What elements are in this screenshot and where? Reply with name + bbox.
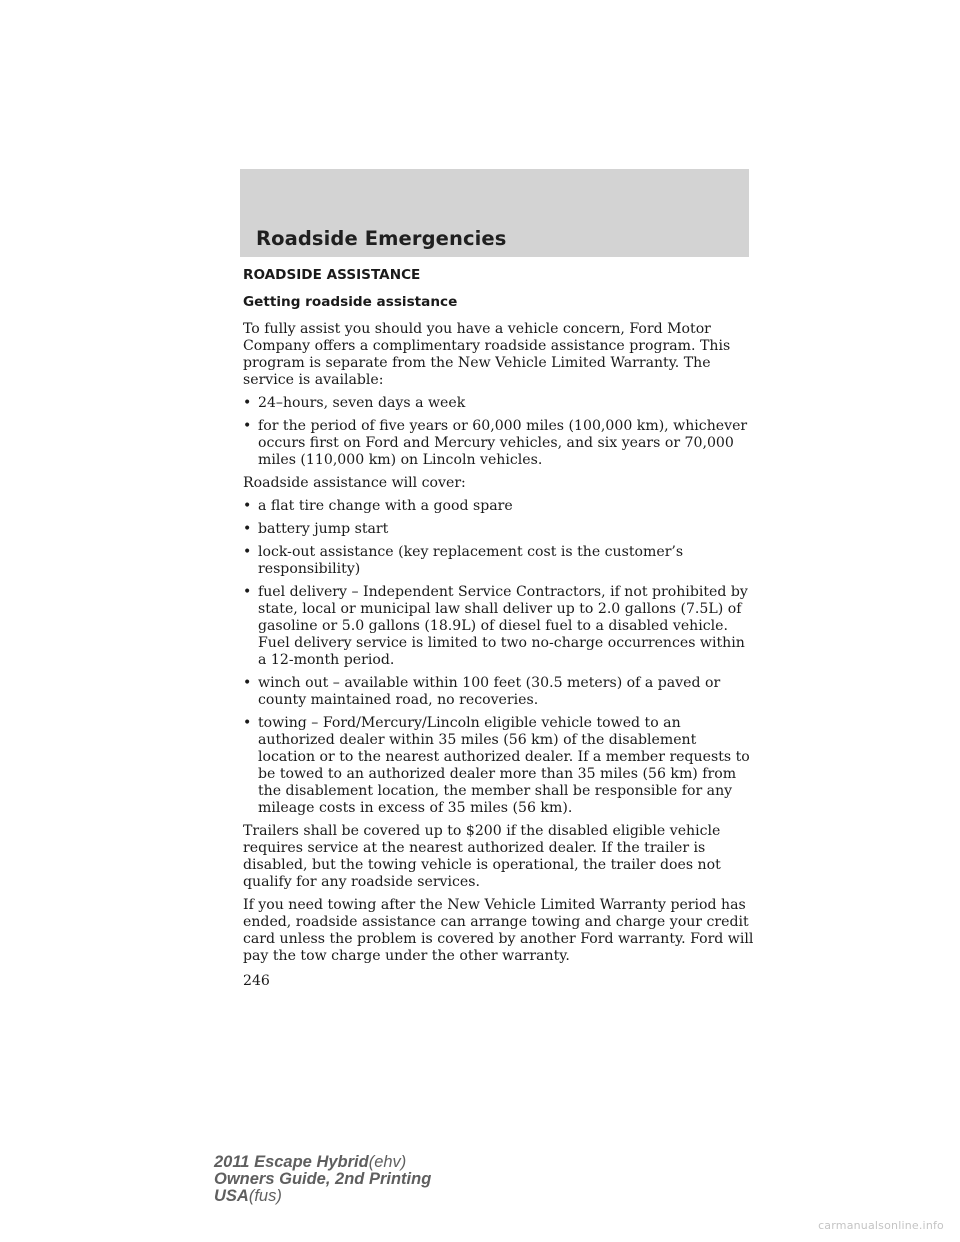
towing-paragraph: If you need towing after the New Vehicle Limited Warranty period has ended, roadside assistance can arrange towing and charge your credit card unless the problem is covered by another Ford warranty. Ford will pay the tow charge under the other warranty. [243,897,754,964]
list-item [243,544,755,578]
availability-list [243,395,755,469]
coverage-list [243,498,755,817]
list-item [243,521,755,538]
footer-line-3 [214,1188,431,1205]
bullet-icon: • [243,521,252,537]
section-title: ROADSIDE ASSISTANCE [243,267,421,283]
list-item [243,395,755,412]
list-item [243,498,755,515]
list-item-text: a flat tire change with a good spare [258,498,513,514]
list-item-text: battery jump start [258,521,389,537]
footer-model: 2011 Escape Hybrid [214,1153,369,1171]
bullet-icon: • [243,498,252,514]
footer-market-code: (fus) [248,1187,282,1205]
page-number: 246 [243,973,270,989]
list-item-text: winch out – available within 100 feet (30.5 meters) of a paved or county maintained road, no recoveries. [258,675,721,708]
list-item [243,715,755,817]
coverage-intro: Roadside assistance will cover: [243,475,466,491]
bullet-icon: • [243,715,252,731]
document-footer [214,1154,431,1205]
footer-market: USA [214,1187,249,1205]
list-item [243,675,755,709]
section-header-title: Roadside Emergencies [256,227,507,250]
bullet-icon: • [243,584,252,600]
section-header-band [240,169,749,257]
list-item [243,584,755,669]
footer-model-code: (ehv) [368,1153,407,1171]
list-item-text: for the period of five years or 60,000 miles (100,000 km), whichever occurs first on Ford and Mercury vehicles, and six years or 70,000 miles (110,000 km) on Lincoln vehicles. [258,418,748,468]
list-item [243,418,755,469]
subsection-title: Getting roadside assistance [243,294,458,310]
page-content [243,267,755,990]
trailers-paragraph: Trailers shall be covered up to $200 if the disabled eligible vehicle requires service at the nearest authorized dealer. If the trailer is disabled, but the towing vehicle is operational, the trailer does not qualify for any roadside services. [243,823,721,890]
bullet-icon: • [243,675,252,691]
list-item-text: fuel delivery – Independent Service Contractors, if not prohibited by state, local or municipal law shall deliver up to 2.0 gallons (7.5L) of gasoline or 5.0 gallons (18.9L) of diesel fuel to a disabled vehicle. Fuel delivery service is limited to two no-charge occurrences within a 12-month period. [258,584,748,668]
footer-line-1 [214,1154,431,1171]
intro-paragraph: To fully assist you should you have a vehicle concern, Ford Motor Company offers a complimentary roadside assistance program. This program is separate from the New Vehicle Limited Warranty. The service is available: [243,321,731,388]
site-watermark: carmanualsonline.info [818,1219,944,1232]
footer-line-2: Owners Guide, 2nd Printing [214,1170,432,1188]
bullet-icon: • [243,395,252,411]
bullet-icon: • [243,418,252,434]
list-item-text: 24–hours, seven days a week [258,395,466,411]
list-item-text: towing – Ford/Mercury/Lincoln eligible vehicle towed to an authorized dealer within 35 miles (56 km) of the disablement location or to the nearest authorized dealer. If a member requests to be towed to an authorized dealer more than 35 miles (56 km) from the disablement location, the member shall be responsible for any mileage costs in excess of 35 miles (56 km). [258,715,750,816]
bullet-icon: • [243,544,252,560]
list-item-text: lock-out assistance (key replacement cost is the customer’s responsibility) [258,544,684,577]
